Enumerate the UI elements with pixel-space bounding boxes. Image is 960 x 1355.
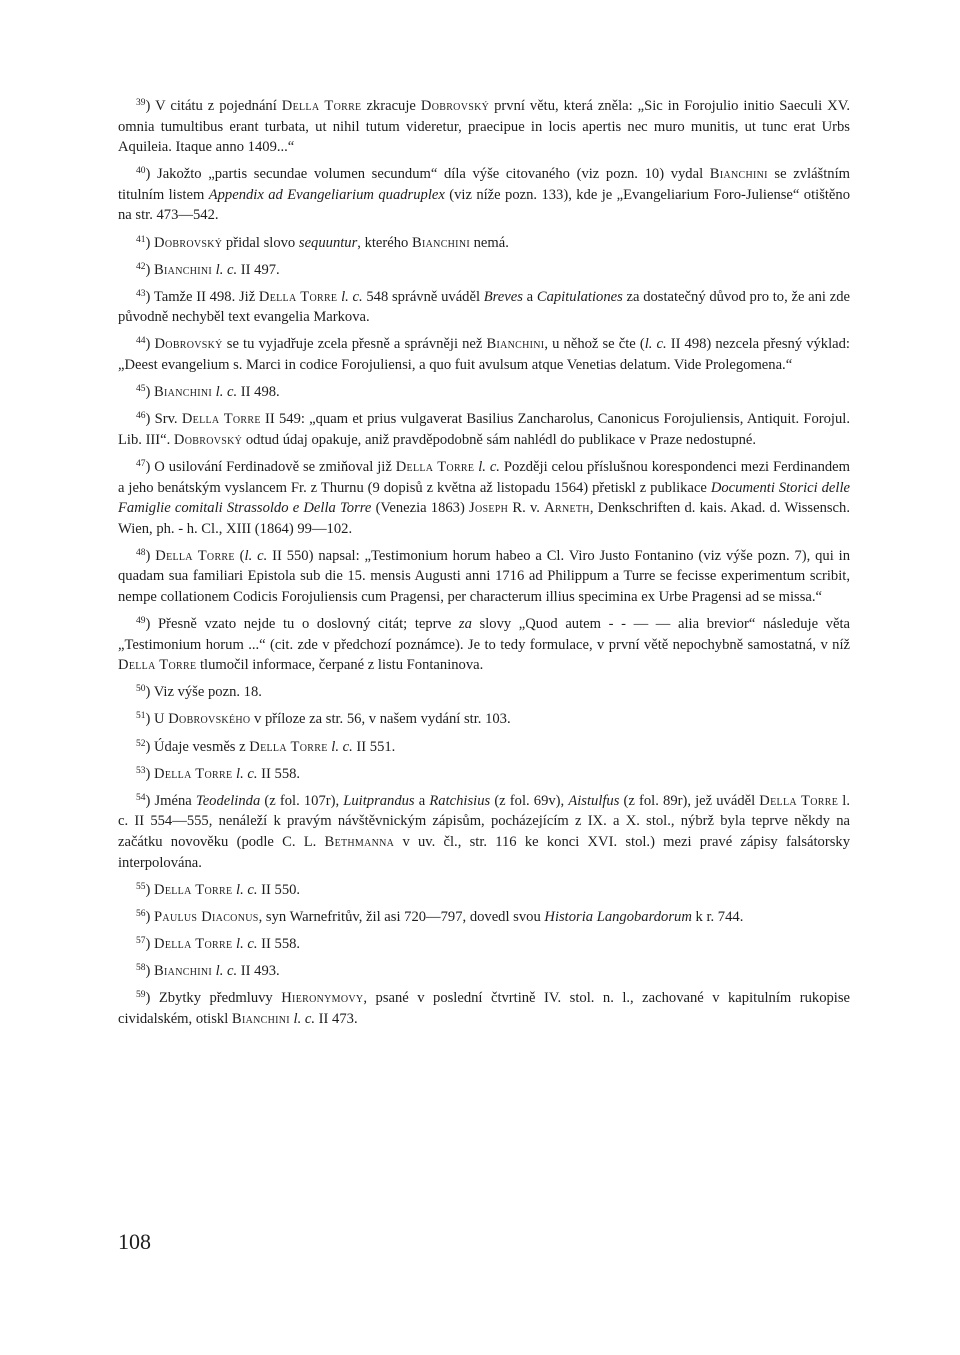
footnote-text: (viz níže pozn. 133), kde je „Evangeliarium Foro-Juliense“ otištěno na str. 473—542. [118, 186, 850, 224]
footnote-number-paren: ) [145, 738, 155, 755]
footnote-text: Srv. [154, 411, 182, 428]
author-name: Della Torre [249, 738, 328, 755]
footnote-number: 53 [136, 765, 146, 776]
footnote-number-paren: ) [145, 908, 155, 925]
italic-text: Documenti Storici delle Famiglie comitali Strassoldo e Della Torre [118, 479, 850, 517]
footnote-text: odtud údaj opakuje, aniž pravděpodobně sám nahlédl do publikace v Praze nedostupné. [242, 431, 757, 448]
footnote-text: , u něhož se čte ( [544, 336, 645, 353]
footnote [118, 934, 850, 955]
italic-text: l. c. [341, 288, 363, 305]
footnote-number: 55 [136, 881, 146, 892]
author-name: Della Torre [759, 792, 839, 809]
footnote-text: , syn Warnefritův, žil asi 720—797, dovedl svou [258, 908, 545, 925]
author-name: Della Torre [154, 935, 233, 952]
footnote-number-paren: ) [145, 411, 155, 428]
footnote-text: v příloze za str. 56, v našem vydání str. 103. [250, 711, 511, 728]
italic-text: l. c. [293, 1010, 316, 1027]
footnote-text: Později celou příslušnou korespondenci mezi Ferdinandem a jeho benátským vyslancem Fr. z Thurnu (9 dopisů z května až listopadu 1564) přetiskl z publikace [118, 458, 850, 496]
footnote-text: 548 správně uváděl [362, 288, 484, 305]
footnote [118, 382, 850, 403]
italic-text: l. c. [236, 765, 258, 782]
footnote [118, 880, 850, 901]
italic-text: l. c. [244, 547, 268, 564]
author-name: Bianchini [154, 261, 212, 278]
footnote-number: 41 [136, 234, 146, 245]
italic-text: l. c. [215, 384, 238, 401]
italic-text: Aistulfus [568, 792, 620, 809]
author-name: Paulus Diaconus [154, 908, 259, 925]
author-name: Bianchini [231, 1010, 290, 1027]
footnote-number: 54 [136, 792, 146, 803]
footnote-text: II 497. [237, 261, 280, 278]
footnote-text: (z fol. 69v), [490, 792, 569, 809]
author-name: Arneth [544, 500, 590, 517]
footnote-text: Viz výše pozn. 18. [153, 684, 262, 701]
footnote-number-paren: ) [145, 616, 158, 633]
footnote-number: 40 [136, 166, 146, 177]
author-name: Della Torre [281, 98, 362, 114]
footnote [118, 907, 850, 928]
italic-text: Historia Langobardorum [544, 908, 692, 925]
footnote-text: za dostatečný důvod pro to, že ani zde původně nechyběl text evangelia Markova. [118, 288, 850, 326]
italic-text: l. c. [236, 881, 258, 898]
footnote [118, 709, 850, 730]
footnote [118, 791, 850, 873]
footnote-text: V citátu z pojednání [155, 98, 282, 114]
footnote-text: II 558. [257, 935, 301, 952]
footnote-text: II 493. [237, 962, 280, 979]
author-name: Bianchini [154, 384, 212, 401]
footnote-number: 51 [136, 711, 146, 722]
italic-text: Capitulationes [536, 288, 623, 305]
italic-text: Appendix ad Evangeliarium quadruplex [208, 186, 445, 203]
footnote-text: tlumočil informace, čerpané z listu Fontaninova. [196, 657, 484, 674]
author-name: Bianchini [411, 234, 470, 251]
footnote-number: 47 [136, 458, 146, 469]
footnote-number: 45 [136, 384, 146, 395]
footnote [118, 614, 850, 676]
italic-text: l. c. [215, 261, 238, 278]
footnote [118, 546, 850, 608]
footnote-text: R. v. [508, 500, 545, 517]
footnote-text: Údaje vesměs z [154, 738, 250, 755]
footnote-number-paren: ) [145, 384, 155, 401]
footnote [118, 961, 850, 982]
footnote-text: II 498. [237, 384, 280, 401]
author-name: Bethmanna [324, 833, 395, 850]
footnote-text: l. c. II 554—555, nenáleží k pravým návštěvnickým zápisům, pocházejícím z IX. a X. stol., nýbrž byla teprve někdy na začátku novověku (podle C. L. [118, 792, 850, 850]
footnote-number: 48 [136, 547, 146, 558]
author-name: Hieronymovy [281, 989, 364, 1006]
footnote [118, 233, 850, 254]
footnote-number: 46 [136, 411, 146, 422]
footnote-number-paren: ) [145, 935, 155, 952]
italic-text: l. c. [215, 962, 238, 979]
footnote-number-paren: ) [145, 684, 154, 701]
footnote-text: a [522, 288, 537, 305]
footnote [118, 409, 850, 450]
author-name: Bianchini [709, 166, 768, 183]
footnote [118, 260, 850, 281]
footnote-text: Přesně vzato nejde tu o doslovný citát; teprve [158, 616, 459, 633]
italic-text: Luitprandus [343, 792, 415, 809]
footnote-number-paren: ) [145, 234, 155, 251]
footnote-number-paren: ) [145, 792, 155, 809]
footnote-text: první větu, která zněla: „Sic in Forojulio initio Saeculi XV. omnia tumultibus erant turbata, ut nihil tutum videretur, praecipue in locis apertis nec muro munitis, ut tunc erat Urbs Aquileia. Itaque anno 1409...“ [118, 98, 851, 156]
italic-text: za [458, 616, 472, 633]
footnote-text: slovy „Quod autem - - — — alia brevior“ následuje věta „Testimonium horum ...“ (cit. zde v předchozí poznámce). Je to tedy formulace, v první větě nepochybně samostatná, v níž [118, 616, 850, 653]
italic-text: l. c. [478, 458, 500, 475]
footnote-number-paren: ) [145, 989, 159, 1006]
italic-text: Teodelinda [195, 792, 261, 809]
footnote-number-paren: ) [145, 711, 155, 728]
footnote-text: zkracuje [361, 98, 421, 114]
footnote-number: 52 [136, 738, 146, 749]
footnote-number: 58 [136, 962, 146, 973]
footnote-text: Tamže II 498. Již [153, 288, 259, 305]
footnote [118, 164, 850, 226]
footnote-text: U [154, 711, 169, 728]
author-name: Dobrovský [420, 98, 490, 114]
author-name: Bianchini [154, 962, 212, 979]
author-name: Dobrovský [173, 431, 243, 448]
author-name: Dobrovského [168, 711, 251, 728]
footnote-text: II 473. [315, 1010, 358, 1027]
footnote-number: 39 [136, 98, 146, 108]
author-name: Dobrovský [154, 234, 223, 251]
footnote-number-paren: ) [145, 547, 156, 564]
footnote-number: 59 [136, 989, 146, 1000]
footnote-text: O usilování Ferdinadově se zmiňoval již [154, 458, 396, 475]
footnote-number-paren: ) [145, 166, 158, 183]
footnote-text: ( [234, 547, 245, 564]
footnote-text: II 550. [257, 881, 301, 898]
footnote-text: II 498) nezcela přesný výklad: „Deest evangelium s. Marci in codice Forojuliensi, a quo fuit avulsum atque Venetias delatum. Vide Prolegomena.“ [118, 336, 850, 374]
footnote-number: 42 [136, 261, 146, 272]
author-name: Della Torre [181, 411, 261, 428]
footnote-number-paren: ) [145, 962, 155, 979]
footnote-number-paren: ) [145, 288, 154, 305]
footnote-number: 43 [136, 288, 146, 299]
footnote-text: (z fol. 107r), [260, 792, 344, 809]
footnote-number: 44 [136, 336, 146, 347]
footnote-text: II 550) napsal: „Testimonium horum habeo a Cl. Viro Justo Fontanino (viz výše pozn. 7), qui in quadam sua familiari Epistola sub die 15. mensis Augusti anni 1716 ad Philippum a Turre se fecisse experimentum scribit, nempe collationem Codicis Forojuliensis cum Pragensi, per characterum illius specimina ex Urbe Pragensi ad se missa.“ [118, 547, 850, 605]
footnote [118, 334, 850, 375]
footnote-text: , kterého [357, 234, 412, 251]
footnote-text: (Venezia 1863) [371, 500, 470, 517]
author-name: Dobrovský [154, 336, 223, 353]
footnote-number-paren: ) [145, 261, 155, 278]
footnote-text: , psané v poslední čtvrtině IV. stol. n. l., zachované v kapitulním rukopise cividalském, otiskl [118, 989, 850, 1027]
author-name: Della Torre [118, 657, 197, 674]
footnote-text: v uv. čl., str. 116 ke konci XVI. stol.) mezi pravé zápisy falsátorsky interpolována. [118, 833, 850, 871]
footnote-text: se zvláštním titulním listem [118, 166, 850, 203]
footnote-text: II 558. [257, 765, 301, 782]
footnote-number-paren: ) [145, 458, 155, 475]
footnote-number: 56 [136, 908, 146, 919]
author-name: Della Torre [155, 547, 235, 564]
author-name: Della Torre [258, 288, 338, 305]
footnote-number-paren: ) [145, 765, 155, 782]
footnotes-column [118, 96, 850, 1036]
italic-text: Ratchisius [429, 792, 491, 809]
footnote-number-paren: ) [145, 98, 156, 114]
italic-text: Breves [483, 288, 523, 305]
page-number: 108 [118, 1229, 151, 1254]
footnote-text: Jména [154, 792, 196, 809]
footnote [118, 287, 850, 328]
footnote [118, 764, 850, 785]
footnote-text: II 551. [352, 738, 396, 755]
footnote [118, 96, 850, 158]
footnote-text: Zbytky předmluvy [158, 989, 282, 1006]
footnote-number: 50 [136, 684, 146, 695]
author-name: Joseph [469, 500, 509, 517]
footnote-text: se tu vyjadřuje zcela přesně a správněji než [222, 336, 487, 353]
footnote [118, 457, 850, 539]
footnote-text: a [414, 792, 430, 809]
footnote-number-paren: ) [145, 336, 155, 353]
footnote-text: Jakožto „partis secundae volumen secundum“ díla výše citovaného (viz pozn. 10) vydal [157, 166, 710, 183]
footnote-text: , Denkschriften d. kais. Akad. d. Wissensch. Wien, ph. - h. Cl., XIII (1864) 99—102. [118, 500, 850, 537]
footnote-text: k r. 744. [691, 908, 744, 925]
footnote-number: 49 [136, 616, 146, 627]
italic-text: l. c. [331, 738, 353, 755]
footnote-text: II 549: „quam et prius vulgaverat Basilius Zancharolus, Canonicus Forojuliensis, Antiquit. Forojul. Lib. III“. [118, 411, 850, 448]
author-name: Della Torre [154, 765, 233, 782]
footnote [118, 737, 850, 758]
author-name: Della Torre [154, 881, 233, 898]
italic-text: sequuntur [298, 234, 358, 251]
italic-text: l. c. [236, 935, 258, 952]
footnote-text: (z fol. 89r), jež uváděl [619, 792, 760, 809]
footnote-text: nemá. [469, 234, 509, 251]
footnote-number-paren: ) [145, 881, 155, 898]
footnote-number: 57 [136, 935, 146, 946]
author-name: Della Torre [395, 458, 475, 475]
author-name: Bianchini [486, 336, 545, 353]
footnote [118, 988, 850, 1029]
italic-text: l. c. [644, 336, 667, 353]
footnote [118, 682, 850, 703]
footnote-text: přidal slovo [222, 234, 299, 251]
